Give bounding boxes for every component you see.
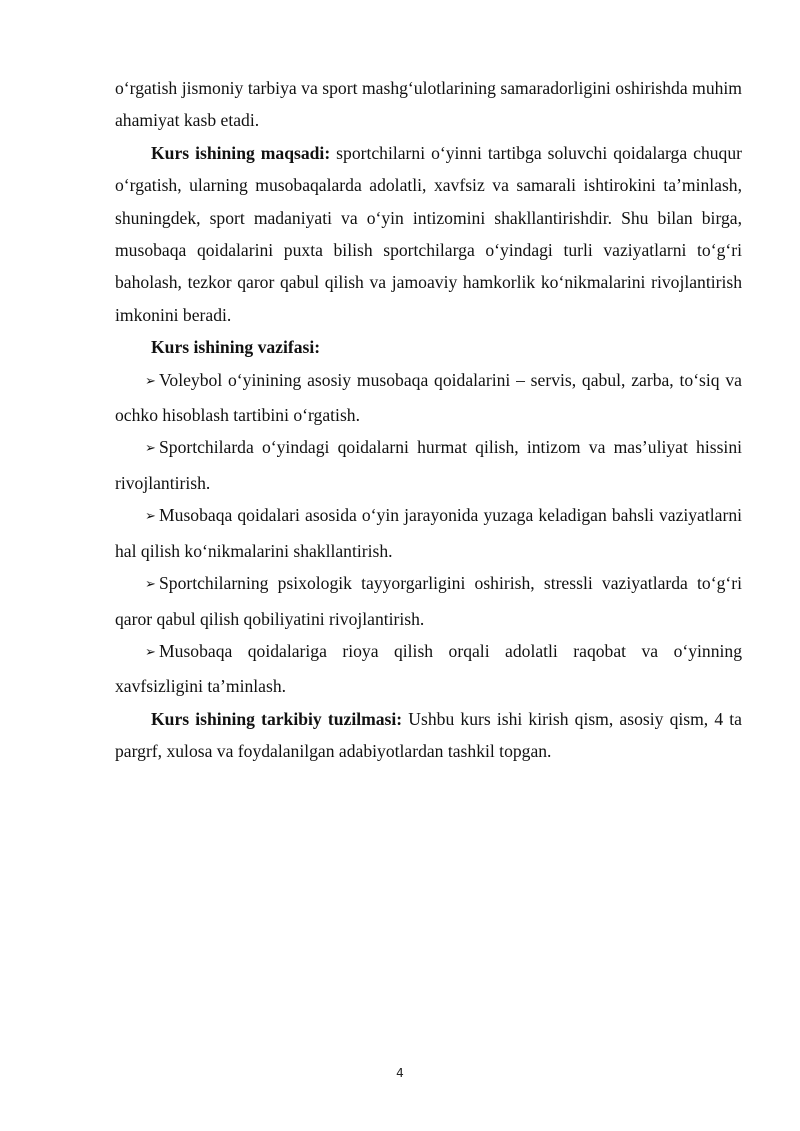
task-text-5: Musobaqa qoidalariga rioya qilish orqali adolatli raqobat va o‘yinning xavfsizligini ta’minlash. — [115, 640, 742, 697]
task-text-2: Sportchilarda o‘yindagi qoidalarni hurmat qilish, intizom va mas’uliyat hissini rivojlantirish. — [115, 437, 742, 493]
structure-paragraph — [115, 703, 742, 768]
task-item-4 — [115, 567, 742, 635]
structure-text: Ushbu kurs ishi kirish qism, asosiy qism, 4 ta pargrf, xulosa va foydalanilgan adabiyotlardan tashkil topgan. — [115, 708, 742, 762]
task-text-4: Sportchilarning psixologik tayyorgarligini oshirish, stressli vaziyatlarda to‘g‘ri qaror qabul qilish qobiliyatini rivojlantirish. — [115, 573, 742, 629]
page-number: 4 — [396, 1066, 404, 1080]
goal-label: Kurs ishining maqsadi: — [151, 142, 331, 163]
arrow-bullet-icon: ➢ — [145, 509, 156, 525]
tasks-heading: Kurs ishining vazifasi: — [151, 337, 321, 358]
structure-label: Kurs ishining tarkibiy tuzilmasi: — [151, 708, 403, 729]
task-item-5 — [115, 635, 742, 703]
tasks-heading-paragraph — [115, 331, 742, 363]
task-item-2 — [115, 431, 742, 499]
task-text-1: Voleybol o‘yinining asosiy musobaqa qoidalarini – servis, qabul, zarba, to‘siq va ochko hisoblash tartibini o‘rgatish. — [115, 369, 742, 426]
goal-text: sportchilarni o‘yinni tartibga soluvchi qoidalarga chuqur o‘rgatish, ularning musobaqalarda adolatli, xavfsiz va samarali ishtirokini ta’minlash, shuningdek, sport madaniyati va o‘yin intizomini shakllantirishdir. Shu bilan birga, musobaqa qoidalarini puxta bilish sportchilarga o‘yindagi turli vaziyatlarni to‘g‘ri baholash, tezkor qaror qabul qilish va jamoaviy hamkorlik ko‘nikmalarini rivojlantirish imkonini beradi. — [115, 142, 743, 325]
arrow-bullet-icon: ➢ — [145, 441, 156, 457]
arrow-bullet-icon: ➢ — [145, 373, 156, 389]
document-body — [115, 72, 742, 768]
intro-paragraph — [115, 72, 742, 137]
task-item-1 — [115, 364, 742, 432]
task-item-3 — [115, 499, 742, 567]
task-text-3: Musobaqa qoidalari asosida o‘yin jarayonida yuzaga keladigan bahsli vaziyatlarni hal qilish ko‘nikmalarini shakllantirish. — [115, 505, 742, 561]
arrow-bullet-icon: ➢ — [145, 577, 156, 593]
arrow-bullet-icon: ➢ — [145, 644, 156, 660]
intro-text: o‘rgatish jismoniy tarbiya va sport mashg‘ulotlarining samaradorligini oshirishda muhim ahamiyat kasb etadi. — [115, 78, 742, 131]
goal-paragraph — [115, 137, 742, 331]
